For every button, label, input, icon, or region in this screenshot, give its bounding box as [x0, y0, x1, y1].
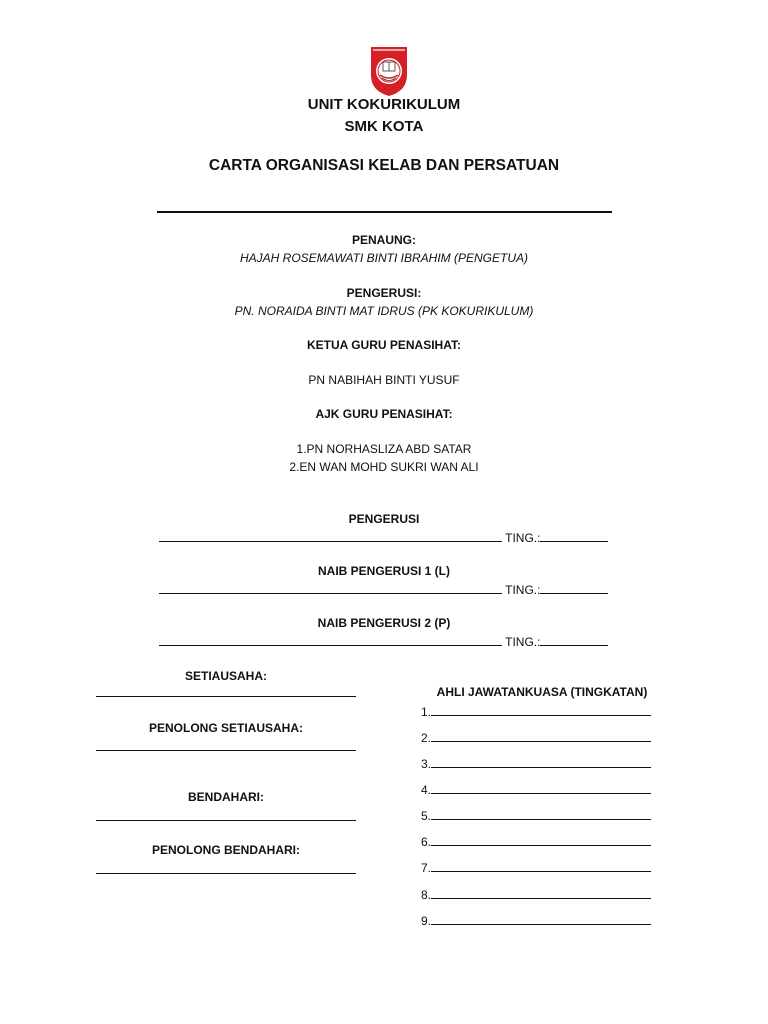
chair-name: PN. NORAIDA BINTI MAT IDRUS (PK KOKURIKULUM): [234, 304, 534, 318]
committee-blank-7[interactable]: [431, 859, 651, 872]
committee-number: 1.: [421, 705, 432, 719]
advisor-committee-label: AJK GURU PENASIHAT:: [315, 407, 453, 421]
committee-number: 9.: [421, 914, 432, 928]
committee-blank-8[interactable]: [431, 886, 651, 899]
committee-number: 2.: [421, 731, 432, 745]
committee-number: 7.: [421, 861, 432, 875]
committee-row-6: [421, 833, 651, 849]
club-name-blank-line[interactable]: [157, 211, 612, 213]
school-crest-logo: [369, 45, 409, 97]
committee-blank-1[interactable]: [431, 703, 651, 716]
officer-vice-chair-1-ting-blank[interactable]: [540, 581, 608, 594]
officer-chair-ting-blank[interactable]: [540, 529, 608, 542]
officer-chair-row: [159, 529, 608, 545]
officer-vice-chair-2-label: NAIB PENGERUSI 2 (P): [317, 616, 451, 630]
role-assistant-secretary-blank[interactable]: [96, 750, 356, 751]
school-name: SMK KOTA: [344, 118, 424, 135]
ting-label: TING.:: [505, 583, 541, 597]
committee-number: 4.: [421, 783, 432, 797]
role-assistant-treasurer-label: PENOLONG BENDAHARI:: [151, 843, 300, 857]
committee-row-7: [421, 859, 651, 875]
unit-title: UNIT KOKURIKULUM: [307, 96, 461, 113]
head-advisor-name: PN NABIHAH BINTI YUSUF: [308, 373, 460, 387]
officer-vice-chair-1-label: NAIB PENGERUSI 1 (L): [317, 564, 450, 578]
officer-vice-chair-2-ting-blank[interactable]: [540, 633, 608, 646]
officer-vice-chair-2-row: [159, 633, 608, 649]
page-title: CARTA ORGANISASI KELAB DAN PERSATUAN: [208, 157, 560, 174]
committee-blank-5[interactable]: [431, 807, 651, 820]
role-secretary-blank[interactable]: [96, 696, 356, 697]
advisor-member-1: 1.PN NORHASLIZA ABD SATAR: [296, 442, 472, 456]
officer-chair-name-blank[interactable]: [159, 529, 502, 542]
committee-row-5: [421, 807, 651, 823]
committee-row-9: [421, 912, 651, 928]
role-assistant-treasurer-blank[interactable]: [96, 873, 356, 874]
role-treasurer-label: BENDAHARI:: [188, 790, 264, 804]
committee-row-3: [421, 755, 651, 771]
officer-vice-chair-1-row: [159, 581, 608, 597]
committee-number: 3.: [421, 757, 432, 771]
committee-blank-2[interactable]: [431, 729, 651, 742]
committee-blank-6[interactable]: [431, 833, 651, 846]
committee-number: 6.: [421, 835, 432, 849]
role-treasurer-blank[interactable]: [96, 820, 356, 821]
officer-vice-chair-1-name-blank[interactable]: [159, 581, 502, 594]
committee-row-1: [421, 703, 651, 719]
patron-label: PENAUNG:: [351, 233, 416, 247]
committee-number: 5.: [421, 809, 432, 823]
ting-label: TING.:: [505, 531, 541, 545]
chair-label: PENGERUSI:: [346, 286, 422, 300]
role-secretary-label: SETIAUSAHA:: [184, 669, 267, 683]
officer-chair-label: PENGERUSI: [348, 512, 420, 526]
committee-blank-3[interactable]: [431, 755, 651, 768]
ting-label: TING.:: [505, 635, 541, 649]
committee-row-2: [421, 729, 651, 745]
committee-blank-4[interactable]: [431, 781, 651, 794]
committee-number: 8.: [421, 888, 432, 902]
committee-label: AHLI JAWATANKUASA (TINGKATAN): [436, 685, 648, 699]
patron-name: HAJAH ROSEMAWATI BINTI IBRAHIM (PENGETUA): [239, 251, 529, 265]
role-assistant-secretary-label: PENOLONG SETIAUSAHA:: [148, 721, 303, 735]
committee-row-8: [421, 886, 651, 902]
committee-row-4: [421, 781, 651, 797]
advisor-member-2: 2.EN WAN MOHD SUKRI WAN ALI: [289, 460, 479, 474]
committee-blank-9[interactable]: [431, 912, 651, 925]
head-advisor-label: KETUA GURU PENASIHAT:: [306, 338, 461, 352]
officer-vice-chair-2-name-blank[interactable]: [159, 633, 502, 646]
